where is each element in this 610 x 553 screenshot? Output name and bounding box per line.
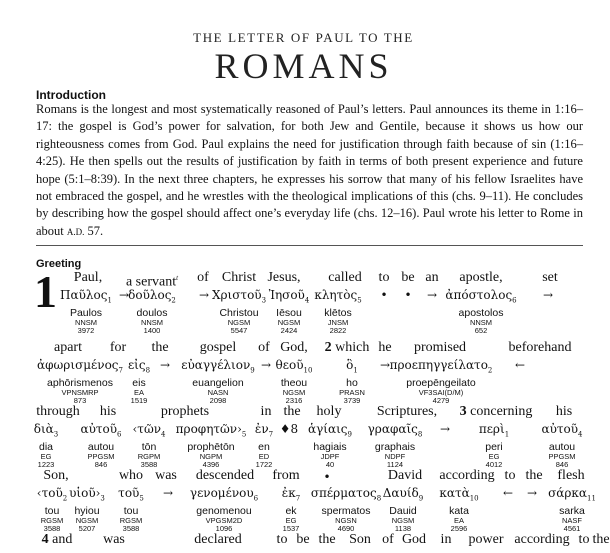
english-word: apostle, bbox=[459, 270, 503, 285]
english-word: called bbox=[328, 270, 362, 285]
chapter-number: 1 bbox=[34, 266, 57, 317]
english-word: according bbox=[439, 468, 495, 483]
greek-word: κλητὸς$_5$ klētos JNSM 2822 bbox=[314, 288, 362, 336]
greek-word: ἐκ$_7$ ek EG 1537 bbox=[281, 486, 301, 534]
english-word: to bbox=[578, 532, 590, 547]
book-title: ROMANS bbox=[214, 46, 393, 86]
greek-word: γενομένου$_6$ genomenou VPGSM2D 1096 bbox=[189, 486, 259, 534]
english-word: David bbox=[387, 468, 423, 483]
english-word: his bbox=[99, 404, 117, 419]
english-word: the bbox=[283, 404, 301, 419]
english-word: God, bbox=[280, 340, 308, 355]
english-word: to bbox=[378, 270, 390, 285]
introduction-text: Romans is the longest and most systematically reasoned of Paul’s letters. Paul announces its theme in 1:16–17: the gospel is God’s power for salvation, for both Jew and Gentile, because it shows us how our righteousness comes from God. Paul explains the need for justification through faith because of sin (1:16–4:25). He then spells out the results of justification by faith in terms of both present experience and future hope (5:1–8:39). In the next three chapters, he expresses his sorrow that many of his fellow Israelites have not embraced the gospel, and he wrestles with the theological implications of this (chs. 9–11). He concludes by describing how the gospel should affect one’s everyday life (chs. 12–16). Paul wrote his letter to Rome in about A.D. 57. bbox=[36, 102, 583, 238]
english-word: Scriptures, bbox=[376, 404, 438, 419]
english-word: Son bbox=[349, 532, 371, 547]
english-word: who bbox=[118, 468, 144, 483]
greek-word: ἀφωρισμένος$_7$ aphōrismenos VPNSMRP 873 bbox=[37, 358, 123, 406]
english-word: promised bbox=[413, 340, 467, 355]
arrow-icon: → bbox=[439, 422, 451, 436]
english-word: from bbox=[272, 468, 300, 483]
english-word: a servant$^t$ bbox=[125, 274, 179, 290]
greek-word: σάρκα$_{11}$ sarka NASF 4561 bbox=[548, 486, 596, 534]
english-word: for bbox=[109, 340, 127, 355]
english-word: power bbox=[468, 532, 504, 547]
english-word: of bbox=[258, 340, 270, 355]
english-word: set bbox=[542, 270, 558, 285]
greek-word: ‹τοῦ$_2$ tou RGSM 3588 bbox=[36, 486, 68, 534]
english-word: Christ bbox=[221, 270, 257, 285]
greek-word: ‹τῶν$_4$ tōn RGPM 3588 bbox=[132, 422, 166, 470]
english-word: was bbox=[103, 532, 125, 547]
english-word: in bbox=[440, 532, 452, 547]
greek-word: περὶ$_1$ peri EG 4012 bbox=[478, 422, 510, 470]
greek-word: θεοῦ$_{10}$ theou NGSM 2316 bbox=[275, 358, 313, 406]
bullet-icon: • bbox=[323, 470, 331, 484]
english-word: the bbox=[592, 532, 610, 547]
bullet-icon: • bbox=[380, 288, 388, 302]
english-word: to bbox=[504, 468, 516, 483]
english-word: holy bbox=[316, 404, 342, 419]
english-word: of bbox=[197, 270, 209, 285]
arrow-icon: → bbox=[542, 288, 554, 302]
arrow-left-icon: ← bbox=[502, 486, 514, 500]
english-word: was bbox=[155, 468, 177, 483]
bullet-icon: • bbox=[404, 288, 412, 302]
book-subtitle: THE LETTER OF PAUL TO THE bbox=[193, 30, 414, 45]
interlinear-row-5 bbox=[0, 532, 610, 553]
english-word: 4 and bbox=[41, 532, 73, 547]
english-word: the bbox=[318, 532, 336, 547]
english-word: through bbox=[36, 404, 80, 419]
english-word: Jesus, bbox=[267, 270, 301, 285]
english-word: declared bbox=[194, 532, 242, 547]
arrow-icon: → bbox=[379, 358, 391, 372]
english-word: 2 which bbox=[324, 340, 370, 355]
english-word: Son, bbox=[43, 468, 69, 483]
greek-word: δοῦλος$_2$ doulos NNSM 1400 bbox=[128, 288, 176, 336]
english-word: he bbox=[378, 340, 392, 355]
greek-word: ἐν$_7$ en ED 1722 bbox=[254, 422, 274, 470]
english-word: of bbox=[382, 532, 394, 547]
greek-word: διὰ$_3$ dia EG 1223 bbox=[33, 422, 59, 470]
english-word: be bbox=[401, 270, 415, 285]
english-word: Paul, bbox=[73, 270, 103, 285]
greek-word: Χριστοῦ$_3$ Christou NGSM 5547 bbox=[211, 288, 267, 336]
english-word: in bbox=[260, 404, 272, 419]
arrow-icon: → bbox=[426, 288, 438, 302]
english-word: God bbox=[401, 532, 427, 547]
english-word: his bbox=[555, 404, 573, 419]
introduction-heading: Introduction bbox=[36, 88, 106, 102]
english-word: to bbox=[276, 532, 288, 547]
greek-word: Ἰησοῦ$_4$ Iēsou NGSM 2424 bbox=[268, 288, 310, 336]
greek-word: εὐαγγέλιον$_9$ euangelion NASN 2098 bbox=[181, 358, 255, 406]
arrow-left-icon: ← bbox=[514, 358, 526, 372]
english-word: descended bbox=[195, 468, 255, 483]
arrow-icon: → bbox=[526, 486, 538, 500]
interlinear-row-1 bbox=[0, 266, 607, 336]
greek-word: γραφαῖς$_8$ graphais NDPF 1124 bbox=[367, 422, 423, 470]
greek-word: προεπηγγείλατο$_2$ proepēngeilato VF3SAI(D/M) 4279 bbox=[389, 358, 493, 406]
arrow-icon: → bbox=[162, 486, 174, 500]
greek-word: Δαυίδ$_9$ Dauid NGSM 1138 bbox=[382, 486, 424, 534]
greek-word: $\pi\rho o\varphi\eta\tau ῶ\nu›_5$ prophētōn NGPM 4396 bbox=[175, 422, 247, 470]
greek-word: ἁγίαις$_9$ hagiais JDPF 40 bbox=[308, 422, 352, 470]
greek-word: κατὰ$_{10}$ kata EA 2596 bbox=[439, 486, 479, 534]
interlinear-row-4 bbox=[0, 468, 607, 534]
english-word: prophets bbox=[160, 404, 210, 419]
english-word: the bbox=[525, 468, 543, 483]
english-word: 3 concerning bbox=[459, 404, 533, 419]
english-word: be bbox=[296, 532, 310, 547]
greek-word: αὐτοῦ$_4$ autou PPGSM 846 bbox=[541, 422, 583, 470]
greek-word: αὐτοῦ$_6$ autou PPGSM 846 bbox=[80, 422, 122, 470]
english-word: the bbox=[151, 340, 169, 355]
arrow-icon: → bbox=[159, 358, 171, 372]
english-word: according bbox=[514, 532, 570, 547]
interlinear-row-2 bbox=[0, 340, 607, 406]
greek-word: σπέρματος$_8$ spermatos NGSN 4690 bbox=[310, 486, 382, 534]
english-word: beforehand bbox=[508, 340, 572, 355]
arrow-icon: → bbox=[260, 358, 272, 372]
arrow-icon: → bbox=[118, 288, 130, 302]
english-word: gospel bbox=[199, 340, 237, 355]
english-word: apart bbox=[54, 340, 82, 355]
english-word: an bbox=[425, 270, 439, 285]
english-word: flesh bbox=[557, 468, 585, 483]
book-title-block bbox=[0, 30, 607, 84]
section-divider bbox=[36, 245, 583, 246]
verse-marker: ♦8 bbox=[279, 422, 299, 436]
greek-word: ἀπόστολος$_6$ apostolos NNSM 652 bbox=[445, 288, 517, 336]
section-heading: Greeting bbox=[36, 258, 82, 270]
greek-word: εἰς$_8$ eis EA 1519 bbox=[127, 358, 151, 406]
arrow-icon: → bbox=[198, 288, 210, 302]
greek-word: ὃ$_1$ ho PRASN 3739 bbox=[339, 358, 365, 406]
interlinear-row-3 bbox=[0, 404, 607, 470]
greek-word: Παῦλος$_1$ Paulos NNSM 3972 bbox=[60, 288, 112, 336]
greek-word: $\upsilon ἱoῦ›_3$ hyiou NGSM 5207 bbox=[69, 486, 105, 534]
greek-word: τοῦ$_5$ tou RGSM 3588 bbox=[118, 486, 144, 534]
